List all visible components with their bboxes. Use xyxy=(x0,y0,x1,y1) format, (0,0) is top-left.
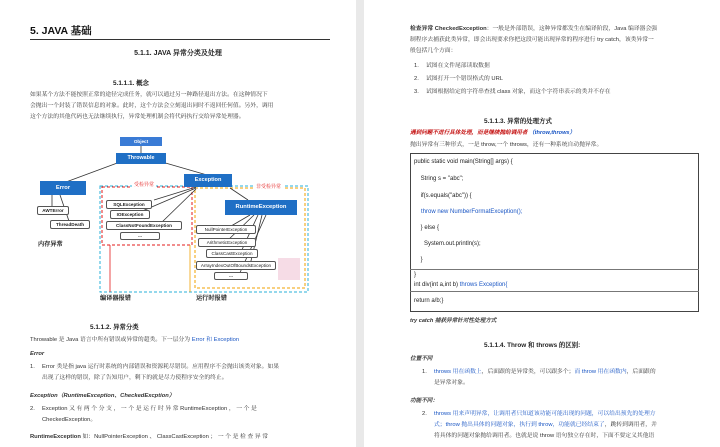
position-text-1: ，后面跟的是异常类，可以跟多个； xyxy=(481,369,575,375)
runtime-exception-text: 如：NullPointerException 、 ClassCastException ； 一 个 是 检 查 异 常 xyxy=(80,434,269,440)
code-line-5: } else { xyxy=(414,225,440,231)
code-line-9-sig: int div(int a,int b) xyxy=(414,282,460,288)
checked-more-box: ... xyxy=(120,232,160,240)
code-line-2: String s = "abc"; xyxy=(414,176,464,182)
npe-box: NullPointerException xyxy=(196,225,256,234)
checked-exception-tag: 受检异常 xyxy=(134,182,155,188)
error-item-line-2: 出现了这样的错误，除了告知用户，剩下的就是尽力使程序安全的终止。 xyxy=(42,375,228,381)
section-heading-5-1-1: 5.1.1. JAVA 异常分类及处理 xyxy=(134,50,222,57)
checked-item-1-text: 试图在文件尾部读取数据 xyxy=(426,63,490,69)
throw-in-function: 而 throw 用在函数内 xyxy=(574,369,627,375)
compile-error-label: 编译器报错 xyxy=(100,295,131,302)
concept-line-1: 如果某个方法不能按照正常的途径完成任务，就可以通过另一种路径退出方法。在这种情况下 xyxy=(30,92,268,98)
code-line-3: if(s.equals("abc")) { xyxy=(414,193,472,199)
position-item-line-1 xyxy=(434,367,656,378)
runtime-error-label: 运行时报错 xyxy=(196,295,227,302)
function-item-line-1: throws 用来声明异常，让调用者只知道该功能可能出现的问题，可以给出预先的处理方 xyxy=(434,411,656,417)
code-divider-2 xyxy=(410,291,699,292)
checked-exception-line-3: 般包括几个方面： xyxy=(410,48,457,54)
try-catch-line: try catch 捕获异常针对性处理方式 xyxy=(410,318,497,324)
chapter-title: 5. JAVA 基础 xyxy=(30,25,92,37)
code-line-9-throws: throws Exception{ xyxy=(459,282,508,288)
function-item-number: 2. xyxy=(422,411,427,417)
code-line-9 xyxy=(414,282,507,288)
code-line-6: System.out.println(s); xyxy=(414,241,481,247)
runtime-exception-term: RuntimeException xyxy=(30,434,81,440)
exception-item xyxy=(30,404,350,428)
exception-heading: Exception（RuntimeException、CheckedExcption） xyxy=(30,393,175,399)
checked-item-2-number: 2. xyxy=(414,76,419,82)
checked-exception-text: ：一般是外部错误，这种异常都发生在编译阶段，Java 编译器会强 xyxy=(486,26,658,32)
thread-death-box: ThreadDeath xyxy=(50,220,90,229)
position-heading: 位置不同 xyxy=(410,356,433,362)
throwable-box: Throwable xyxy=(116,153,166,164)
position-text-2: ，后面跟的 xyxy=(626,369,656,375)
unchecked-exception-tag: 非受检异常 xyxy=(256,184,282,190)
checked-item-3-number: 3. xyxy=(414,89,419,95)
checked-item-3 xyxy=(414,87,704,98)
section-heading-concept: 5.1.1.1. 概念 xyxy=(113,80,149,87)
class-cast-box: ClassCastException xyxy=(206,249,258,258)
runtime-exception-box: RuntimeException xyxy=(225,200,297,215)
arithmetic-box: ArithmeticException xyxy=(198,238,256,247)
rethrow-keywords: （throw,throws） xyxy=(529,130,576,136)
exception-item-number: 2. xyxy=(30,406,35,412)
concept-line-3: 这个方法的其他代码也无法继续执行，异常处理机制会将代码执行交给异常处理器。 xyxy=(30,114,245,120)
code-line-4: throw new NumberFormatException(); xyxy=(421,209,523,215)
runtime-exception-line xyxy=(30,432,268,443)
left-page xyxy=(0,0,356,447)
checked-item-1-number: 1. xyxy=(414,63,419,69)
checked-item-2 xyxy=(414,74,704,85)
rethrow-line xyxy=(410,128,575,139)
exception-box: Exception xyxy=(184,174,232,187)
runtime-more-box: ... xyxy=(214,272,248,280)
section-heading-classification: 5.1.1.2. 异常分类 xyxy=(90,324,139,331)
sql-exception-box: SQLException xyxy=(106,200,152,209)
checked-item-3-text: 试图根据给定的字符串查找 class 对象，而这个字符串表示的类并不存在 xyxy=(426,89,611,95)
code-line-1: public static void main(String[] args) { xyxy=(414,159,513,165)
section-heading-handling: 5.1.1.3. 异常的处理方式 xyxy=(484,118,552,125)
function-item xyxy=(422,409,712,445)
object-box: Object xyxy=(120,137,162,146)
function-item-line-2-highlight: 式；throw 抛出具体的问题对象，执行到 throw，功能就已经结束了 xyxy=(434,422,605,428)
function-item-line-2-text: ，跳转到调用者，并 xyxy=(604,422,657,428)
error-item-number: 1. xyxy=(30,364,35,370)
throws-on-function: throws 用在函数上 xyxy=(434,369,482,375)
io-exception-box: IOException xyxy=(110,210,150,219)
position-item-line-2: 是异常对象。 xyxy=(434,380,469,386)
section-heading-throw-throws: 5.1.1.4. Throw 和 throws 的区别: xyxy=(484,342,581,349)
code-divider-1 xyxy=(410,269,699,270)
error-item xyxy=(30,362,350,386)
checked-item-1 xyxy=(414,61,704,72)
page-gap xyxy=(356,0,364,447)
array-index-box: ArrayIndexOutOfBoundsException xyxy=(196,261,276,270)
checked-exception-term: 检查异常 CheckedException xyxy=(410,26,487,32)
function-item-line-3: 将具体的问题对象抛给调用者。也就是说 throw 语句独立存在时，下面不要定义其他语 xyxy=(434,433,655,439)
checked-exception-line-2: 制程序去捕获此类异常，即会出现要求你把这段可能出现异常的程序进行 try catch，该类异常一 xyxy=(410,37,654,43)
rethrow-text: 遇到问题不进行具体处理，而是继续抛给调用者 xyxy=(410,130,530,136)
classification-line xyxy=(30,335,239,346)
function-heading: 功能不同： xyxy=(410,398,438,404)
internal-error-label: 内存异常 xyxy=(38,241,63,248)
code-line-7: } xyxy=(414,257,423,263)
concept-line-2: 会抛出一个封装了错误信息的对象。此时，这个方法会立刻退出同时不返回任何值。另外，调用 xyxy=(30,103,274,109)
error-box: Error xyxy=(40,181,86,195)
error-heading: Error xyxy=(30,351,45,357)
checked-exception-line-1 xyxy=(410,24,657,35)
awt-error-box: AWTError xyxy=(37,206,69,215)
error-item-line-1: Error 类是指 java 运行时系统的内部错误和资源耗尽错误。应用程序不会抛出该类对象。如果 xyxy=(42,364,280,370)
class-not-found-box: ClassNotFoundException xyxy=(106,221,182,230)
classification-highlight: Error 和 Exception xyxy=(191,337,240,343)
position-item xyxy=(422,367,712,391)
exception-item-line-2: CheckedException。 xyxy=(42,417,97,423)
position-item-number: 1. xyxy=(422,369,427,375)
code-line-10: return a/b;} xyxy=(414,298,444,304)
checked-item-2-text: 试图打开一个错误格式的 URL xyxy=(426,76,503,82)
function-item-line-2 xyxy=(434,420,657,431)
code-line-8: } xyxy=(414,272,417,278)
classification-text: Throwable 是 Java 语言中所有错误或异常的超类。下一层分为 xyxy=(30,337,192,343)
exception-item-line-1: Exception 又 有 两 个 分 支 ， 一 个 是 运 行 时 异 常 RuntimeException ， 一 个 是 xyxy=(42,406,257,412)
diagram-pink-panel xyxy=(278,258,300,280)
throw-forms-line: 抛出异常有三种形式，一是 throw,一个 throws，还有一种系统自动抛异常。 xyxy=(410,142,603,148)
